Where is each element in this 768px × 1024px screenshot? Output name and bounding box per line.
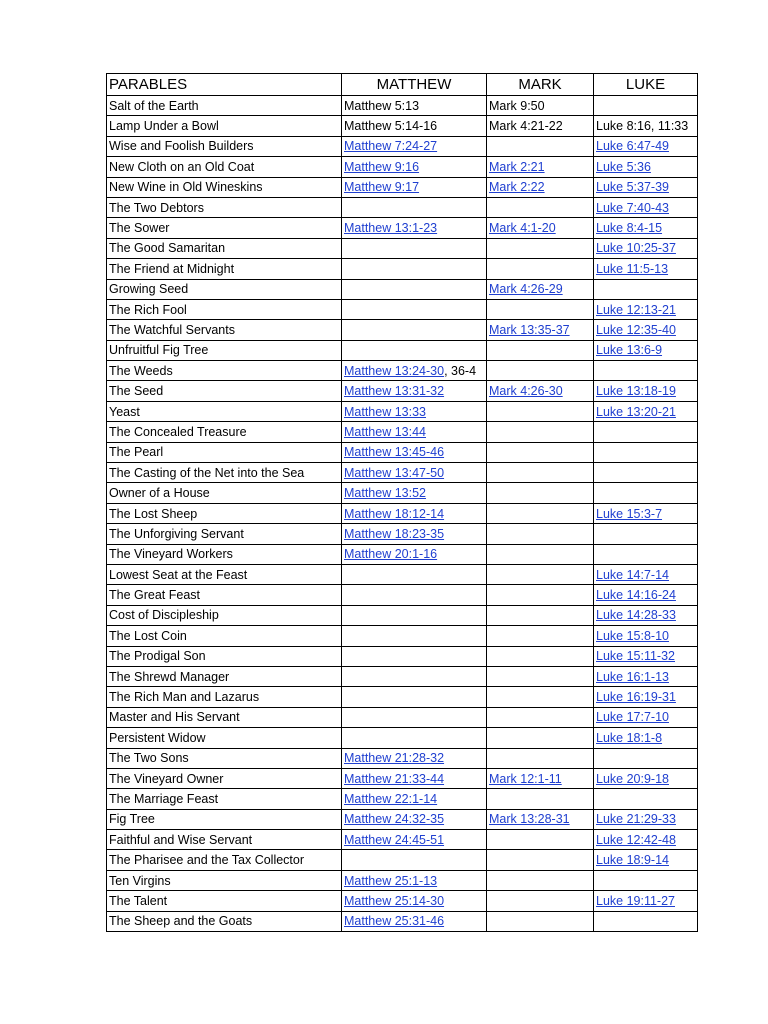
- table-row: [107, 116, 698, 136]
- matthew-reference-link[interactable]: Matthew 13:1-23: [344, 221, 438, 236]
- matthew-reference-link[interactable]: Matthew 7:24-27: [344, 139, 438, 154]
- luke-reference-cell: [594, 136, 698, 156]
- mark-reference-cell: [487, 259, 594, 279]
- table-row: [107, 197, 698, 217]
- table-row: [107, 748, 698, 768]
- luke-reference-cell: [594, 524, 698, 544]
- mark-reference-cell: [487, 850, 594, 870]
- luke-reference-cell: [594, 768, 698, 788]
- header-matthew: MATTHEW: [342, 74, 487, 96]
- luke-reference-cell: [594, 197, 698, 217]
- matthew-reference-cell: [342, 177, 487, 197]
- header-row: [107, 74, 698, 96]
- matthew-reference-cell: [342, 116, 487, 136]
- table-row: [107, 830, 698, 850]
- parable-name-cell: The Pearl: [107, 442, 342, 462]
- matthew-reference-cell: [342, 809, 487, 829]
- matthew-reference-link[interactable]: Matthew 24:32-35: [344, 812, 445, 827]
- luke-reference-cell: [594, 605, 698, 625]
- matthew-reference-text: Matthew 5:13: [344, 98, 420, 113]
- luke-reference-cell: [594, 646, 698, 666]
- luke-reference-link[interactable]: Luke 5:36: [596, 159, 651, 174]
- matthew-reference-cell: [342, 463, 487, 483]
- matthew-reference-cell: [342, 320, 487, 340]
- parable-name-cell: Ten Virgins: [107, 870, 342, 890]
- mark-reference-cell: [487, 564, 594, 584]
- mark-reference-cell: [487, 809, 594, 829]
- table-row: [107, 687, 698, 707]
- matthew-reference-link[interactable]: Matthew 13:33: [344, 404, 426, 419]
- parable-name-cell: Master and His Servant: [107, 707, 342, 727]
- parable-name-cell: The Sheep and the Goats: [107, 911, 342, 931]
- matthew-reference-link[interactable]: Matthew 25:31-46: [344, 914, 445, 929]
- matthew-reference-cell: [342, 748, 487, 768]
- luke-reference-cell: [594, 850, 698, 870]
- parable-name-cell: The Great Feast: [107, 585, 342, 605]
- luke-reference-cell: [594, 218, 698, 238]
- matthew-reference-cell: [342, 401, 487, 421]
- table-row: [107, 483, 698, 503]
- matthew-reference-cell: [342, 850, 487, 870]
- parable-name-cell: The Good Samaritan: [107, 238, 342, 258]
- luke-reference-link[interactable]: Luke 15:11-32: [596, 649, 675, 664]
- mark-reference-cell: [487, 748, 594, 768]
- mark-reference-cell: [487, 177, 594, 197]
- parables-table: [106, 73, 698, 932]
- matthew-reference-cell: [342, 605, 487, 625]
- parable-name-cell: The Friend at Midnight: [107, 259, 342, 279]
- matthew-reference-cell: [342, 483, 487, 503]
- matthew-reference-cell: [342, 666, 487, 686]
- matthew-reference-cell: [342, 585, 487, 605]
- mark-reference-cell: [487, 320, 594, 340]
- mark-reference-cell: [487, 687, 594, 707]
- mark-reference-cell: [487, 707, 594, 727]
- luke-reference-cell: [594, 911, 698, 931]
- matthew-reference-link[interactable]: Matthew 13:31-32: [344, 384, 445, 399]
- matthew-reference-cell: [342, 361, 487, 381]
- parable-name-cell: Owner of a House: [107, 483, 342, 503]
- luke-reference-link[interactable]: Luke 11:5-13: [596, 261, 669, 276]
- luke-reference-link[interactable]: Luke 21:29-33: [596, 812, 676, 827]
- luke-reference-cell: [594, 891, 698, 911]
- matthew-reference-link[interactable]: Matthew 21:33-44: [344, 771, 445, 786]
- luke-reference-cell: [594, 503, 698, 523]
- luke-reference-cell: [594, 259, 698, 279]
- table-row: [107, 463, 698, 483]
- matthew-reference-text: Matthew 5:14-16: [344, 119, 438, 134]
- parable-name-cell: The Marriage Feast: [107, 789, 342, 809]
- parable-name-cell: The Vineyard Workers: [107, 544, 342, 564]
- mark-reference-cell: [487, 96, 594, 116]
- luke-reference-link[interactable]: Luke 18:1-8: [596, 730, 663, 745]
- table-row: [107, 422, 698, 442]
- parable-name-cell: The Rich Man and Lazarus: [107, 687, 342, 707]
- matthew-reference-cell: [342, 238, 487, 258]
- matthew-reference-link[interactable]: Matthew 20:1-16: [344, 547, 438, 562]
- parable-name-cell: Unfruitful Fig Tree: [107, 340, 342, 360]
- luke-reference-link[interactable]: Luke 17:7-10: [596, 710, 669, 725]
- luke-reference-cell: [594, 320, 698, 340]
- matthew-reference-link[interactable]: Matthew 9:16: [344, 159, 420, 174]
- header-parables: PARABLES: [107, 74, 342, 96]
- luke-reference-link[interactable]: Luke 15:3-7: [596, 506, 663, 521]
- parable-name-cell: Lowest Seat at the Feast: [107, 564, 342, 584]
- mark-reference-link[interactable]: Mark 13:28-31: [489, 812, 570, 827]
- luke-reference-cell: [594, 707, 698, 727]
- table-row: [107, 503, 698, 523]
- table-row: [107, 238, 698, 258]
- luke-reference-link[interactable]: Luke 10:25-37: [596, 241, 676, 256]
- luke-reference-cell: [594, 279, 698, 299]
- matthew-reference-cell: [342, 422, 487, 442]
- luke-reference-cell: [594, 361, 698, 381]
- luke-reference-cell: [594, 870, 698, 890]
- luke-reference-cell: [594, 483, 698, 503]
- matthew-reference-cell: [342, 687, 487, 707]
- matthew-reference-cell: [342, 524, 487, 544]
- parable-name-cell: Fig Tree: [107, 809, 342, 829]
- luke-reference-cell: [594, 830, 698, 850]
- matthew-reference-link[interactable]: Matthew 18:23-35: [344, 526, 445, 541]
- table-row: [107, 768, 698, 788]
- mark-reference-text: Mark 9:50: [489, 98, 545, 113]
- parable-name-cell: The Rich Fool: [107, 299, 342, 319]
- table-row: [107, 340, 698, 360]
- parable-name-cell: The Two Debtors: [107, 197, 342, 217]
- mark-reference-cell: [487, 279, 594, 299]
- matthew-reference-cell: [342, 299, 487, 319]
- table-row: [107, 157, 698, 177]
- luke-reference-link[interactable]: Luke 20:9-18: [596, 771, 669, 786]
- table-row: [107, 646, 698, 666]
- parable-name-cell: The Pharisee and the Tax Collector: [107, 850, 342, 870]
- table-row: [107, 626, 698, 646]
- parable-name-cell: The Lost Coin: [107, 626, 342, 646]
- luke-reference-cell: [594, 340, 698, 360]
- matthew-reference-cell: [342, 564, 487, 584]
- luke-reference-cell: [594, 116, 698, 136]
- parable-name-cell: The Seed: [107, 381, 342, 401]
- table-row: [107, 809, 698, 829]
- matthew-reference-link[interactable]: Matthew 21:28-32: [344, 751, 445, 766]
- luke-reference-cell: [594, 96, 698, 116]
- luke-reference-cell: [594, 809, 698, 829]
- mark-reference-cell: [487, 136, 594, 156]
- mark-reference-cell: [487, 666, 594, 686]
- luke-reference-link[interactable]: Luke 14:28-33: [596, 608, 676, 623]
- parable-name-cell: New Wine in Old Wineskins: [107, 177, 342, 197]
- table-row: [107, 605, 698, 625]
- mark-reference-cell: [487, 544, 594, 564]
- matthew-reference-cell: [342, 646, 487, 666]
- luke-reference-cell: [594, 564, 698, 584]
- matthew-reference-cell: [342, 442, 487, 462]
- luke-reference-link[interactable]: Luke 16:1-13: [596, 669, 669, 684]
- table-row: [107, 544, 698, 564]
- parable-name-cell: The Shrewd Manager: [107, 666, 342, 686]
- parable-name-cell: Faithful and Wise Servant: [107, 830, 342, 850]
- table-row: [107, 911, 698, 931]
- table-row: [107, 299, 698, 319]
- mark-reference-cell: [487, 157, 594, 177]
- matthew-reference-cell: [342, 891, 487, 911]
- matthew-reference-link[interactable]: Matthew 24:45-51: [344, 832, 445, 847]
- mark-reference-text: Mark 4:21-22: [489, 119, 563, 134]
- parable-name-cell: The Lost Sheep: [107, 503, 342, 523]
- matthew-reference-suffix: , 36-4: [444, 363, 477, 378]
- luke-reference-link[interactable]: Luke 12:35-40: [596, 322, 676, 337]
- matthew-reference-cell: [342, 279, 487, 299]
- matthew-reference-cell: [342, 707, 487, 727]
- luke-reference-cell: [594, 463, 698, 483]
- parable-name-cell: The Two Sons: [107, 748, 342, 768]
- matthew-reference-cell: [342, 136, 487, 156]
- matthew-reference-link[interactable]: Matthew 9:17: [344, 180, 420, 195]
- parable-name-cell: The Vineyard Owner: [107, 768, 342, 788]
- luke-reference-link[interactable]: Luke 8:4-15: [596, 221, 663, 236]
- luke-reference-cell: [594, 728, 698, 748]
- mark-reference-link[interactable]: Mark 2:22: [489, 180, 545, 195]
- matthew-reference-cell: [342, 830, 487, 850]
- table-row: [107, 96, 698, 116]
- table-row: [107, 564, 698, 584]
- mark-reference-cell: [487, 585, 594, 605]
- luke-reference-cell: [594, 544, 698, 564]
- mark-reference-cell: [487, 503, 594, 523]
- table-row: [107, 279, 698, 299]
- parable-name-cell: Lamp Under a Bowl: [107, 116, 342, 136]
- mark-reference-link[interactable]: Mark 4:26-29: [489, 282, 563, 297]
- luke-reference-link[interactable]: Luke 14:7-14: [596, 567, 669, 582]
- luke-reference-cell: [594, 748, 698, 768]
- luke-reference-cell: [594, 401, 698, 421]
- table-row: [107, 707, 698, 727]
- luke-reference-link[interactable]: Luke 13:20-21: [596, 404, 676, 419]
- mark-reference-cell: [487, 116, 594, 136]
- matthew-reference-link[interactable]: Matthew 18:12-14: [344, 506, 445, 521]
- mark-reference-cell: [487, 646, 594, 666]
- mark-reference-cell: [487, 830, 594, 850]
- matthew-reference-cell: [342, 340, 487, 360]
- table-row: [107, 870, 698, 890]
- table-row: [107, 401, 698, 421]
- table-row: [107, 320, 698, 340]
- luke-reference-cell: [594, 666, 698, 686]
- matthew-reference-cell: [342, 768, 487, 788]
- parable-name-cell: The Casting of the Net into the Sea: [107, 463, 342, 483]
- luke-reference-link[interactable]: Luke 7:40-43: [596, 200, 669, 215]
- luke-reference-cell: [594, 585, 698, 605]
- mark-reference-cell: [487, 299, 594, 319]
- table-row: [107, 381, 698, 401]
- luke-reference-link[interactable]: Luke 12:13-21: [596, 302, 676, 317]
- mark-reference-cell: [487, 789, 594, 809]
- matthew-reference-cell: [342, 381, 487, 401]
- table-row: [107, 666, 698, 686]
- parable-name-cell: Wise and Foolish Builders: [107, 136, 342, 156]
- mark-reference-link[interactable]: Mark 4:1-20: [489, 221, 556, 236]
- luke-reference-link[interactable]: Luke 13:6-9: [596, 343, 663, 358]
- parable-name-cell: Growing Seed: [107, 279, 342, 299]
- luke-reference-link[interactable]: Luke 5:37-39: [596, 180, 669, 195]
- parable-name-cell: The Unforgiving Servant: [107, 524, 342, 544]
- mark-reference-cell: [487, 340, 594, 360]
- table-row: [107, 789, 698, 809]
- mark-reference-cell: [487, 197, 594, 217]
- table-row: [107, 259, 698, 279]
- matthew-reference-link[interactable]: Matthew 13:52: [344, 486, 426, 501]
- luke-reference-text: Luke 8:16, 11:33: [596, 119, 689, 134]
- table-row: [107, 177, 698, 197]
- header-luke: LUKE: [594, 74, 698, 96]
- table-row: [107, 585, 698, 605]
- table-row: [107, 136, 698, 156]
- mark-reference-cell: [487, 728, 594, 748]
- table-row: [107, 728, 698, 748]
- parable-name-cell: The Sower: [107, 218, 342, 238]
- mark-reference-cell: [487, 626, 594, 646]
- luke-reference-link[interactable]: Luke 18:9-14: [596, 853, 669, 868]
- mark-reference-cell: [487, 381, 594, 401]
- matthew-reference-link[interactable]: Matthew 25:14-30: [344, 893, 445, 908]
- matthew-reference-link[interactable]: Matthew 13:24-30: [344, 363, 445, 378]
- matthew-reference-cell: [342, 96, 487, 116]
- header-mark: MARK: [487, 74, 594, 96]
- matthew-reference-link[interactable]: Matthew 13:44: [344, 424, 426, 439]
- mark-reference-cell: [487, 891, 594, 911]
- mark-reference-cell: [487, 422, 594, 442]
- matthew-reference-cell: [342, 197, 487, 217]
- parable-name-cell: Salt of the Earth: [107, 96, 342, 116]
- parable-name-cell: Yeast: [107, 401, 342, 421]
- luke-reference-cell: [594, 157, 698, 177]
- luke-reference-link[interactable]: Luke 13:18-19: [596, 384, 676, 399]
- table-row: [107, 361, 698, 381]
- mark-reference-link[interactable]: Mark 12:1-11: [489, 771, 562, 786]
- matthew-reference-cell: [342, 870, 487, 890]
- luke-reference-link[interactable]: Luke 15:8-10: [596, 628, 669, 643]
- luke-reference-cell: [594, 422, 698, 442]
- luke-reference-cell: [594, 381, 698, 401]
- matthew-reference-cell: [342, 157, 487, 177]
- matthew-reference-link[interactable]: Matthew 13:45-46: [344, 445, 445, 460]
- matthew-reference-cell: [342, 259, 487, 279]
- table-row: [107, 891, 698, 911]
- parable-name-cell: New Cloth on an Old Coat: [107, 157, 342, 177]
- mark-reference-link[interactable]: Mark 13:35-37: [489, 322, 570, 337]
- mark-reference-cell: [487, 218, 594, 238]
- matthew-reference-link[interactable]: Matthew 25:1-13: [344, 873, 438, 888]
- parable-name-cell: Cost of Discipleship: [107, 605, 342, 625]
- luke-reference-cell: [594, 626, 698, 646]
- luke-reference-cell: [594, 789, 698, 809]
- matthew-reference-link[interactable]: Matthew 13:47-50: [344, 465, 445, 480]
- mark-reference-cell: [487, 870, 594, 890]
- matthew-reference-cell: [342, 728, 487, 748]
- parable-name-cell: Persistent Widow: [107, 728, 342, 748]
- matthew-reference-cell: [342, 626, 487, 646]
- mark-reference-cell: [487, 361, 594, 381]
- parable-name-cell: The Concealed Treasure: [107, 422, 342, 442]
- table-row: [107, 442, 698, 462]
- matthew-reference-cell: [342, 218, 487, 238]
- luke-reference-cell: [594, 177, 698, 197]
- mark-reference-cell: [487, 524, 594, 544]
- luke-reference-link[interactable]: Luke 12:42-48: [596, 832, 676, 847]
- matthew-reference-link[interactable]: Matthew 22:1-14: [344, 791, 438, 806]
- matthew-reference-cell: [342, 544, 487, 564]
- luke-reference-link[interactable]: Luke 16:19-31: [596, 690, 676, 705]
- mark-reference-cell: [487, 483, 594, 503]
- parable-name-cell: The Weeds: [107, 361, 342, 381]
- luke-reference-cell: [594, 442, 698, 462]
- matthew-reference-cell: [342, 503, 487, 523]
- table-row: [107, 524, 698, 544]
- luke-reference-link[interactable]: Luke 19:11-27: [596, 893, 675, 908]
- mark-reference-link[interactable]: Mark 4:26-30: [489, 384, 563, 399]
- mark-reference-cell: [487, 442, 594, 462]
- luke-reference-link[interactable]: Luke 6:47-49: [596, 139, 669, 154]
- mark-reference-cell: [487, 911, 594, 931]
- mark-reference-cell: [487, 768, 594, 788]
- parable-name-cell: The Talent: [107, 891, 342, 911]
- mark-reference-cell: [487, 463, 594, 483]
- table-row: [107, 850, 698, 870]
- matthew-reference-cell: [342, 911, 487, 931]
- luke-reference-cell: [594, 687, 698, 707]
- mark-reference-cell: [487, 605, 594, 625]
- mark-reference-cell: [487, 238, 594, 258]
- table-row: [107, 218, 698, 238]
- luke-reference-link[interactable]: Luke 14:16-24: [596, 588, 676, 603]
- parable-name-cell: The Watchful Servants: [107, 320, 342, 340]
- mark-reference-link[interactable]: Mark 2:21: [489, 159, 545, 174]
- mark-reference-cell: [487, 401, 594, 421]
- parable-name-cell: The Prodigal Son: [107, 646, 342, 666]
- luke-reference-cell: [594, 238, 698, 258]
- luke-reference-cell: [594, 299, 698, 319]
- matthew-reference-cell: [342, 789, 487, 809]
